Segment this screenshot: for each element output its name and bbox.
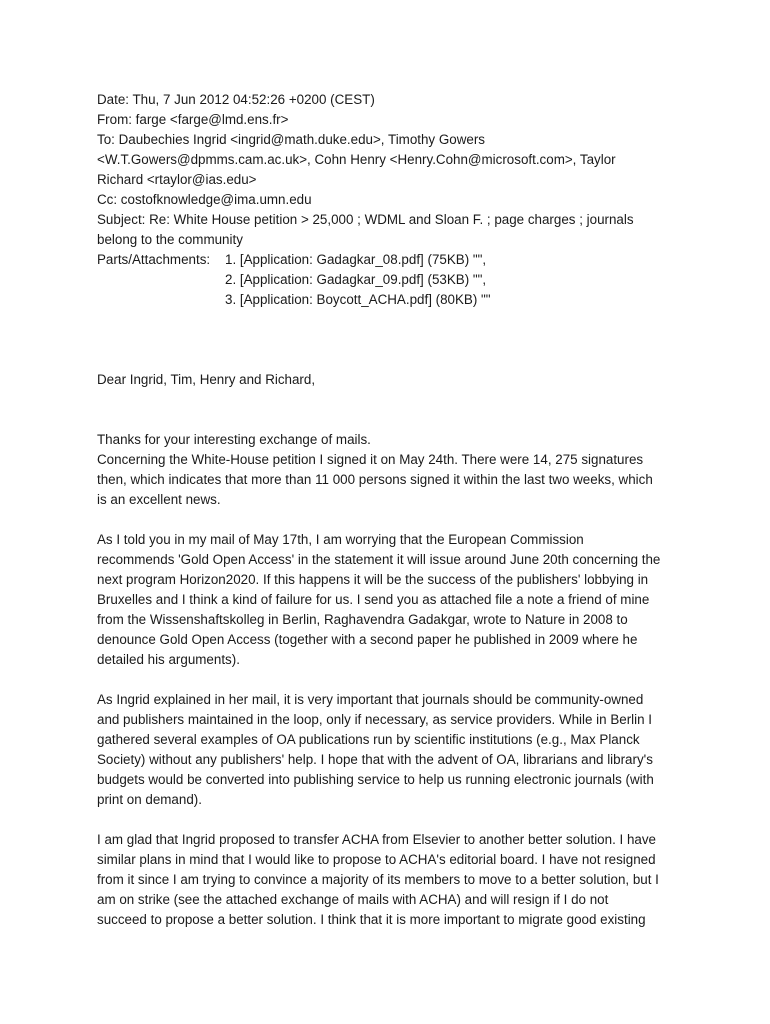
subject-line: Subject: Re: White House petition > 25,000 ; WDML and Sloan F. ; page charges ; journals xyxy=(97,212,634,227)
paragraph-line: I am glad that Ingrid proposed to transfer ACHA from Elsevier to another better solution. I have xyxy=(97,832,656,847)
paragraph-line: is an excellent news. xyxy=(97,492,221,507)
paragraph-line: Concerning the White-House petition I signed it on May 24th. There were 14, 275 signatures xyxy=(97,452,644,467)
paragraph-line: print on demand). xyxy=(97,792,202,807)
paragraph xyxy=(97,830,687,930)
greeting-text: Dear Ingrid, Tim, Henry and Richard, xyxy=(97,372,316,387)
paragraph-line: As I told you in my mail of May 17th, I am worrying that the European Commission xyxy=(97,532,584,547)
paragraph-line: detailed his arguments). xyxy=(97,652,240,667)
attachments-label: Parts/Attachments: xyxy=(97,252,211,267)
paragraph-line: am on strike (see the attached exchange of mails with ACHA) and will resign if I do not xyxy=(97,892,609,907)
paragraph-line: and publishers maintained in the loop, only if necessary, as service providers. While in Berlin I xyxy=(97,712,652,727)
greeting xyxy=(97,370,687,390)
attachments xyxy=(97,250,687,310)
attachment-item[interactable]: 3. [Application: Boycott_ACHA.pdf] (80KB) "" xyxy=(225,292,491,307)
paragraph-line: similar plans in mind that I would like to propose to ACHA's editorial board. I have not resigned xyxy=(97,852,656,867)
email-header xyxy=(97,90,687,310)
subject-line: belong to the community xyxy=(97,232,243,247)
paragraph-line: recommends 'Gold Open Access' in the statement it will issue around June 20th concerning the xyxy=(97,552,661,567)
paragraph-line: then, which indicates that more than 11 000 persons signed it within the last two weeks, which xyxy=(97,472,653,487)
to-line: <W.T.Gowers@dpmms.cam.ac.uk>, Cohn Henry <Henry.Cohn@microsoft.com>, Taylor xyxy=(97,152,616,167)
paragraph-line: gathered several examples of OA publications run by scientific institutions (e.g., Max Planck xyxy=(97,732,640,747)
cc-line: Cc: costofknowledge@ima.umn.edu xyxy=(97,192,312,207)
to-line: Richard <rtaylor@ias.edu> xyxy=(97,172,257,187)
paragraph-line: Society) without any publishers' help. I hope that with the advent of OA, librarians and library's xyxy=(97,752,653,767)
paragraph-line: succeed to propose a better solution. I think that it is more important to migrate good existing xyxy=(97,912,646,927)
attachment-item[interactable]: 1. [Application: Gadagkar_08.pdf] (75KB) "", xyxy=(225,252,487,267)
paragraph-line: from the Wissenshaftskolleg in Berlin, Raghavendra Gadakgar, wrote to Nature in 2008 to xyxy=(97,612,628,627)
paragraph-line: budgets would be converted into publishing service to help us running electronic journals (with xyxy=(97,772,654,787)
from-line: From: farge <farge@lmd.ens.fr> xyxy=(97,112,289,127)
to-line: To: Daubechies Ingrid <ingrid@math.duke.edu>, Timothy Gowers xyxy=(97,132,485,147)
paragraph-line: next program Horizon2020. If this happens it will be the success of the publishers' lobbying in xyxy=(97,572,649,587)
paragraph-line: denounce Gold Open Access (together with a second paper he published in 2009 where he xyxy=(97,632,638,647)
paragraph-line: As Ingrid explained in her mail, it is very important that journals should be community-owned xyxy=(97,692,644,707)
paragraph xyxy=(97,690,687,810)
attachment-item[interactable]: 2. [Application: Gadagkar_09.pdf] (53KB) "", xyxy=(225,272,487,287)
paragraph-line: Bruxelles and I think a kind of failure for us. I send you as attached file a note a friend of mine xyxy=(97,592,650,607)
paragraph-line: from it since I am trying to convince a majority of its members to move to a better solution, but I xyxy=(97,872,659,887)
date-line: Date: Thu, 7 Jun 2012 04:52:26 +0200 (CEST) xyxy=(97,92,375,107)
paragraph xyxy=(97,430,687,510)
paragraph-line: Thanks for your interesting exchange of mails. xyxy=(97,432,371,447)
paragraph xyxy=(97,530,687,670)
